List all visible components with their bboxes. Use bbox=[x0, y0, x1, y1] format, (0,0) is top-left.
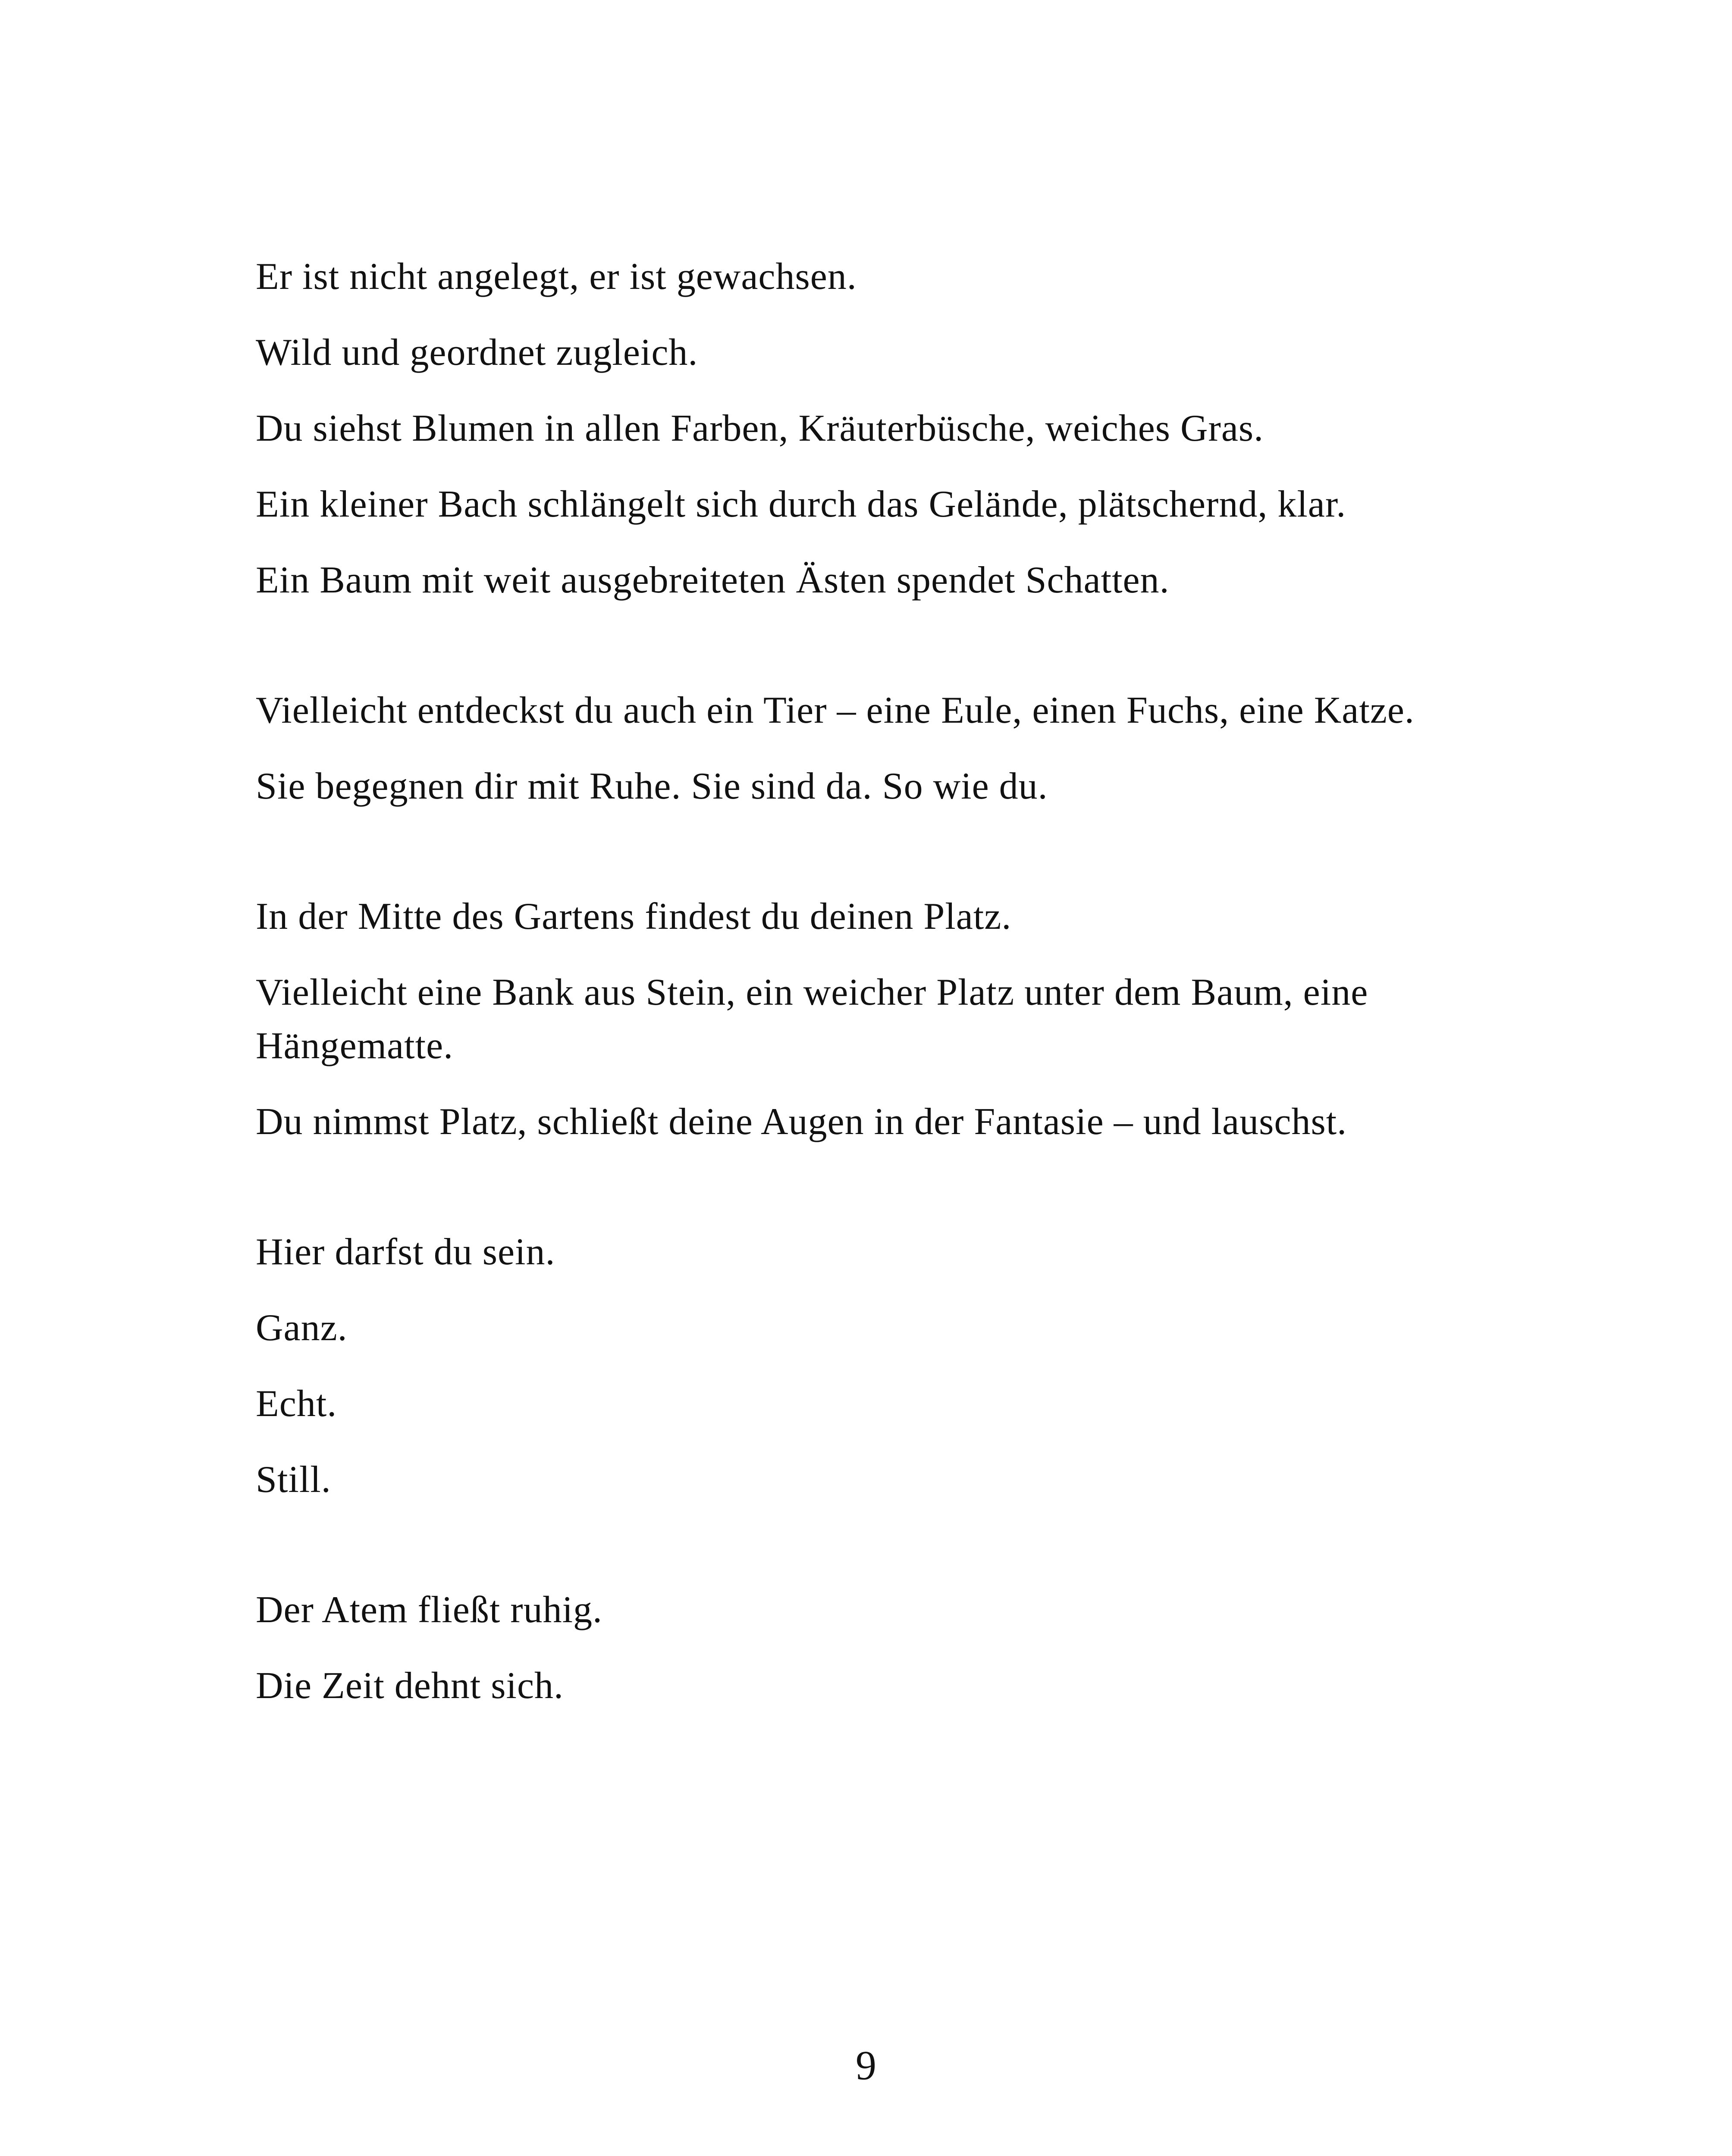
paragraph: Sie begegnen dir mit Ruhe. Sie sind da. So wie du. bbox=[256, 765, 1048, 807]
paragraph: Ganz. bbox=[256, 1307, 348, 1349]
paragraph: Echt. bbox=[256, 1383, 337, 1425]
paragraph: Still. bbox=[256, 1459, 331, 1501]
page-number: 9 bbox=[856, 2042, 876, 2088]
paragraph: Ein kleiner Bach schlängelt sich durch das Gelände, plätschernd, klar. bbox=[256, 483, 1346, 525]
paragraph: Hier darfst du sein. bbox=[256, 1231, 555, 1273]
paragraph: Vielleicht entdeckst du auch ein Tier – eine Eule, einen Fuchs, eine Katze. bbox=[256, 689, 1415, 731]
paragraph: Die Zeit dehnt sich. bbox=[256, 1665, 564, 1707]
paragraph: Du siehst Blumen in allen Farben, Kräuterbüsche, weiches Gras. bbox=[256, 407, 1264, 449]
paragraph: Ein Baum mit weit ausgebreiteten Ästen spendet Schatten. bbox=[256, 559, 1170, 601]
paragraph: Wild und geordnet zugleich. bbox=[256, 332, 698, 373]
paragraph: Der Atem fließt ruhig. bbox=[256, 1589, 603, 1631]
paragraph: Vielleicht eine Bank aus Stein, ein weicher Platz unter dem Baum, eine Hängematte. bbox=[256, 971, 1368, 1067]
body-text bbox=[256, 250, 1476, 1735]
paragraph: In der Mitte des Gartens findest du deinen Platz. bbox=[256, 896, 1012, 937]
paragraph: Du nimmst Platz, schließt deine Augen in der Fantasie – und lauschst. bbox=[256, 1101, 1347, 1143]
paragraph: Er ist nicht angelegt, er ist gewachsen. bbox=[256, 256, 857, 298]
